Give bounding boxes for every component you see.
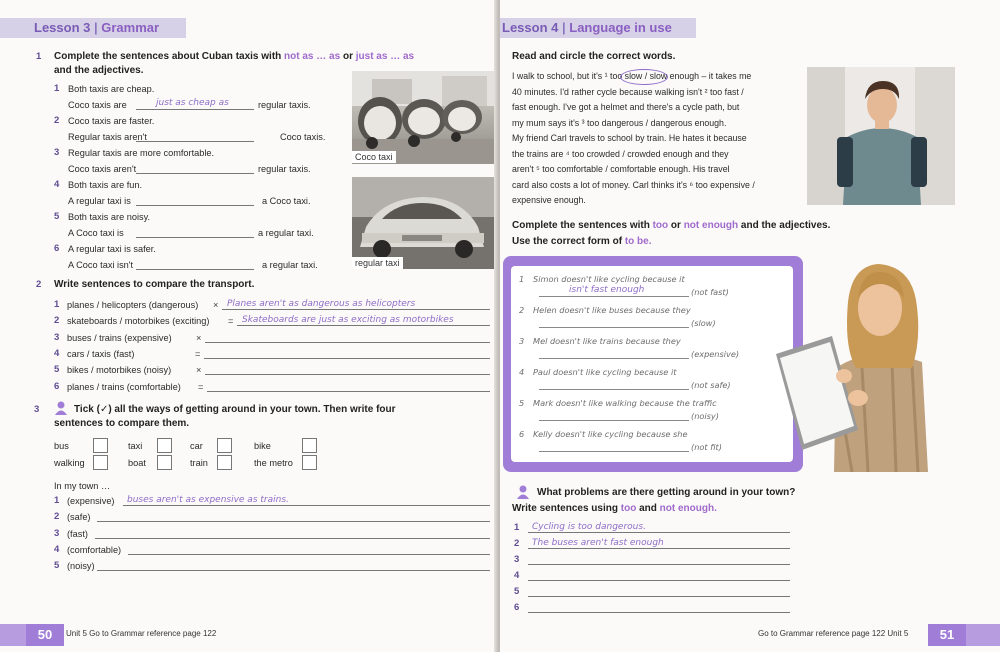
worksheet-item-answer: isn't fast enough <box>569 285 645 295</box>
worksheet-item-number: 4 <box>519 367 525 377</box>
worksheet-answer-line[interactable] <box>539 358 689 359</box>
ex3-title-right: What problems are there getting around in your town? <box>537 487 796 498</box>
ex1-item-prompt: Coco taxis are <box>68 100 127 110</box>
worksheet-item-hint: (not fit) <box>691 442 722 452</box>
ex3r-answer-line[interactable] <box>528 564 790 565</box>
worksheet-item-hint: (noisy) <box>691 411 719 421</box>
transport-option-checkbox[interactable] <box>157 438 172 453</box>
worksheet-box <box>503 256 803 472</box>
regular-taxi-photo <box>352 177 494 269</box>
ex2-item-number: 3 <box>54 331 60 343</box>
lesson-header-right: Lesson 4 | Language in use <box>500 18 696 38</box>
reading-line: my mum says it's ³ too dangerous / dangerous enough. <box>512 117 727 128</box>
ex1-answer-line[interactable] <box>136 141 254 142</box>
worksheet-item-text: Mark doesn't like walking because the traffic <box>533 398 717 408</box>
ex1-item-number: 6 <box>54 243 60 254</box>
left-page <box>0 0 497 652</box>
ex3-item-number: 2 <box>54 511 60 523</box>
reading-line: 40 minutes. I'd rather cycle because walking isn't ² too fast / <box>512 86 744 97</box>
ex1-item-number: 4 <box>54 179 60 190</box>
ex1-item-ending: a regular taxi. <box>262 260 318 270</box>
ex3r-item-answer: Cycling is too dangerous. <box>532 522 646 532</box>
ex1-answer-line[interactable] <box>136 269 254 270</box>
ex3r-item-number: 1 <box>514 522 520 533</box>
ex3-answer-line[interactable] <box>128 554 490 555</box>
footer-left: Unit 5 Go to Grammar reference page 122 <box>66 629 217 638</box>
ex2-instruction: Write sentences to compare the transport. <box>54 279 255 290</box>
transport-option-checkbox[interactable] <box>217 455 232 470</box>
transport-option-label: the metro <box>254 458 293 468</box>
ex3r-item-number: 5 <box>514 586 520 597</box>
worksheet-item-number: 2 <box>519 305 525 315</box>
pair-work-icon <box>54 401 68 415</box>
ex2-item-prompt: bikes / motorbikes (noisy) <box>67 365 172 376</box>
ex1-item-number: 1 <box>54 83 60 94</box>
ex2-item-symbol: = <box>198 381 204 392</box>
ex2-item-symbol: × <box>213 300 219 310</box>
worksheet-answer-line[interactable] <box>539 327 689 328</box>
ex1-item-prompt: A Coco taxi isn't <box>68 260 134 270</box>
worksheet-item-text: Helen doesn't like buses because they <box>533 305 691 315</box>
ex2-answer-line[interactable] <box>204 358 490 359</box>
ex1-item-number: 3 <box>54 147 60 158</box>
right-page <box>500 0 1000 652</box>
ex3-item-prompt: (safe) <box>67 512 91 523</box>
worksheet-item-number: 6 <box>519 429 525 439</box>
transport-option-label: bike <box>254 441 271 451</box>
ex2-item-answer: Skateboards are just as exciting as motorbikes <box>242 315 454 326</box>
transport-option-checkbox[interactable] <box>93 455 108 470</box>
footer-right: Go to Grammar reference page 122 Unit 5 <box>758 629 909 638</box>
transport-option-label: walking <box>54 458 85 468</box>
ex1-item-ending: Coco taxis. <box>280 132 326 142</box>
ex3-instruction-line2: sentences to compare them. <box>54 418 190 429</box>
transport-option-checkbox[interactable] <box>302 455 317 470</box>
reading-instruction: Read and circle the correct words. <box>512 51 676 62</box>
ex2-item-prompt: planes / helicopters (dangerous) <box>67 300 199 310</box>
worksheet-answer-line[interactable] <box>539 451 689 452</box>
ex1-instruction-line2: and the adjectives. <box>54 65 144 76</box>
transport-option-label: train <box>190 458 208 468</box>
worksheet-item-hint: (slow) <box>691 318 716 328</box>
ex1-item-statement: A regular taxi is safer. <box>68 244 156 254</box>
ex3-item-number: 4 <box>54 543 60 555</box>
ex2-item-symbol: × <box>196 365 202 376</box>
ex2-item-prompt: buses / trains (expensive) <box>67 332 172 343</box>
ex3-item-number: 3 <box>54 527 60 539</box>
transport-option-checkbox[interactable] <box>157 455 172 470</box>
reading-line: the trains are ⁴ too crowded / crowded enough and they <box>512 148 729 159</box>
ex1-item-ending: a Coco taxi. <box>262 196 311 206</box>
ex3-item-number: 5 <box>54 560 60 572</box>
ex2-item-number: 2 <box>54 315 60 327</box>
ex2-item-number: 1 <box>54 299 60 310</box>
ex3-answer-line[interactable] <box>123 505 490 506</box>
ex3r-answer-line[interactable] <box>528 596 790 597</box>
ex1-answer-line[interactable] <box>136 237 254 238</box>
ex3-answer-line[interactable] <box>97 521 490 522</box>
transport-option-checkbox[interactable] <box>302 438 317 453</box>
ex1-item-ending: regular taxis. <box>258 164 311 174</box>
ex1-item-number: 5 <box>54 211 60 222</box>
ex3-number: 3 <box>34 404 40 415</box>
ex1-item-answer: just as cheap as <box>156 98 229 108</box>
ex2-item-number: 4 <box>54 347 60 359</box>
worksheet-item-hint: (not fast) <box>691 287 729 297</box>
reading-line: aren't ⁵ too comfortable / comfortable enough. His travel <box>512 164 730 174</box>
ex1-item-statement: Both taxis are fun. <box>68 180 143 190</box>
worksheet-inner <box>511 266 793 462</box>
ex2-item-prompt: skateboards / motorbikes (exciting) <box>67 316 210 327</box>
coco-taxi-caption: Coco taxi <box>352 151 396 163</box>
worksheet-item-number: 5 <box>519 398 525 408</box>
ex3-item-number: 1 <box>54 495 60 506</box>
ex2-instruction-right: Complete the sentences with too or not enough and the adjectives. <box>512 220 831 231</box>
ex1-number: 1 <box>36 51 42 62</box>
ex3-item-prompt: (fast) <box>67 528 88 539</box>
transport-option-label: boat <box>128 458 146 468</box>
ex2-item-symbol: = <box>195 348 201 359</box>
ex3-item-answer: buses aren't as expensive as trains. <box>127 495 289 505</box>
ex2-item-number: 6 <box>54 380 60 392</box>
lesson-header-left: Lesson 3 | Grammar <box>0 18 186 38</box>
ex1-answer-line[interactable] <box>136 205 254 206</box>
ex2-answer-line[interactable] <box>205 374 490 375</box>
ex1-item-prompt: Regular taxis aren't <box>68 132 147 142</box>
worksheet-item-text: Simon doesn't like cycling because it <box>533 274 685 284</box>
ex1-item-statement: Regular taxis are more comfortable. <box>68 148 215 158</box>
reading-line: My friend Carl travels to school by train. He hates it because <box>512 133 747 143</box>
transport-option-checkbox[interactable] <box>217 438 232 453</box>
ex2-answer-line[interactable] <box>222 309 490 310</box>
ex3r-item-number: 3 <box>514 554 520 565</box>
ex2-item-symbol: × <box>196 332 202 343</box>
page-number-left: 50 <box>26 624 64 646</box>
answer-circle <box>620 69 668 85</box>
boy-photo <box>807 67 955 205</box>
ex3-item-prompt: (expensive) <box>67 496 115 506</box>
transport-option-checkbox[interactable] <box>93 438 108 453</box>
ex2-answer-line[interactable] <box>205 342 490 343</box>
transport-option-label: car <box>190 441 203 451</box>
ex1-item-prompt: A Coco taxi is <box>68 228 124 238</box>
ex1-answer-line[interactable] <box>136 109 254 110</box>
reading-line: card also costs a lot of money. Carl thinks it's ⁶ too expensive / <box>512 179 755 190</box>
ex2-instruction-right-line2: Use the correct form of to be. <box>512 236 652 247</box>
ex3-subtitle-right: Write sentences using too and not enough. <box>512 503 717 514</box>
ex3-answer-line[interactable] <box>95 538 490 539</box>
ex1-item-ending: a regular taxi. <box>258 228 314 238</box>
ex1-item-prompt: Coco taxis aren't <box>68 164 137 174</box>
ex3-answer-line[interactable] <box>97 570 490 571</box>
ex2-number: 2 <box>36 279 42 290</box>
page-number-right: 51 <box>928 624 966 646</box>
worksheet-item-hint: (expensive) <box>691 349 740 359</box>
ex3r-answer-line[interactable] <box>528 548 790 549</box>
reading-line: expensive enough. <box>512 195 586 205</box>
ex3r-item-number: 6 <box>514 602 520 613</box>
ex2-item-symbol: = <box>228 316 234 327</box>
worksheet-item-text: Kelly doesn't like cycling because she <box>533 429 688 439</box>
ex2-item-answer: Planes aren't as dangerous as helicopters <box>227 299 416 309</box>
worksheet-item-number: 1 <box>519 274 525 284</box>
ex2-item-prompt: planes / trains (comfortable) <box>67 381 181 392</box>
ex2-answer-line[interactable] <box>207 391 490 392</box>
reading-line: fast enough. I've got a helmet and there's a cycle path, but <box>512 102 740 112</box>
worksheet-item-hint: (not safe) <box>691 380 731 390</box>
ex3-item-prompt: (noisy) <box>67 561 95 572</box>
worksheet-answer-line[interactable] <box>539 296 689 297</box>
ex1-item-ending: regular taxis. <box>258 100 311 110</box>
ex3-lead: In my town … <box>54 481 111 491</box>
worksheet-item-text: Mel doesn't like trains because they <box>533 336 681 346</box>
transport-option-label: taxi <box>128 441 143 451</box>
ex3-instruction: Tick (✓) all the ways of getting around in your town. Then write four <box>74 404 396 415</box>
worksheet-item-text: Paul doesn't like cycling because it <box>533 367 677 377</box>
ex3r-item-number: 2 <box>514 538 520 549</box>
ex2-item-prompt: cars / taxis (fast) <box>67 348 135 359</box>
ex2-answer-line[interactable] <box>237 325 490 326</box>
ex1-item-statement: Both taxis are cheap. <box>68 84 155 94</box>
girl-photo <box>772 258 956 472</box>
ex3r-answer-line[interactable] <box>528 612 790 613</box>
reading-line: I walk to school, but it's ¹ too slow / slow enough – it takes me <box>512 71 752 81</box>
worksheet-item-number: 3 <box>519 336 525 346</box>
ex3-item-prompt: (comfortable) <box>67 544 122 555</box>
pair-work-icon-right <box>516 485 530 499</box>
ex1-item-number: 2 <box>54 115 60 126</box>
ex1-item-statement: Both taxis are noisy. <box>68 212 151 222</box>
ex1-answer-line[interactable] <box>136 173 254 174</box>
ex1-item-prompt: A regular taxi is <box>68 196 131 206</box>
ex2-item-number: 5 <box>54 364 60 376</box>
regular-taxi-caption: regular taxi <box>352 257 403 269</box>
ex3r-answer-line[interactable] <box>528 532 790 533</box>
transport-option-label: bus <box>54 441 69 451</box>
worksheet-answer-line[interactable] <box>539 389 689 390</box>
ex3r-answer-line[interactable] <box>528 580 790 581</box>
ex1-instruction: Complete the sentences about Cuban taxis with not as … as or just as … as <box>54 51 415 62</box>
worksheet-answer-line[interactable] <box>539 420 689 421</box>
ex3r-item-number: 4 <box>514 570 520 581</box>
ex3r-item-answer: The buses aren't fast enough <box>532 538 664 548</box>
ex1-item-statement: Coco taxis are faster. <box>68 116 155 126</box>
